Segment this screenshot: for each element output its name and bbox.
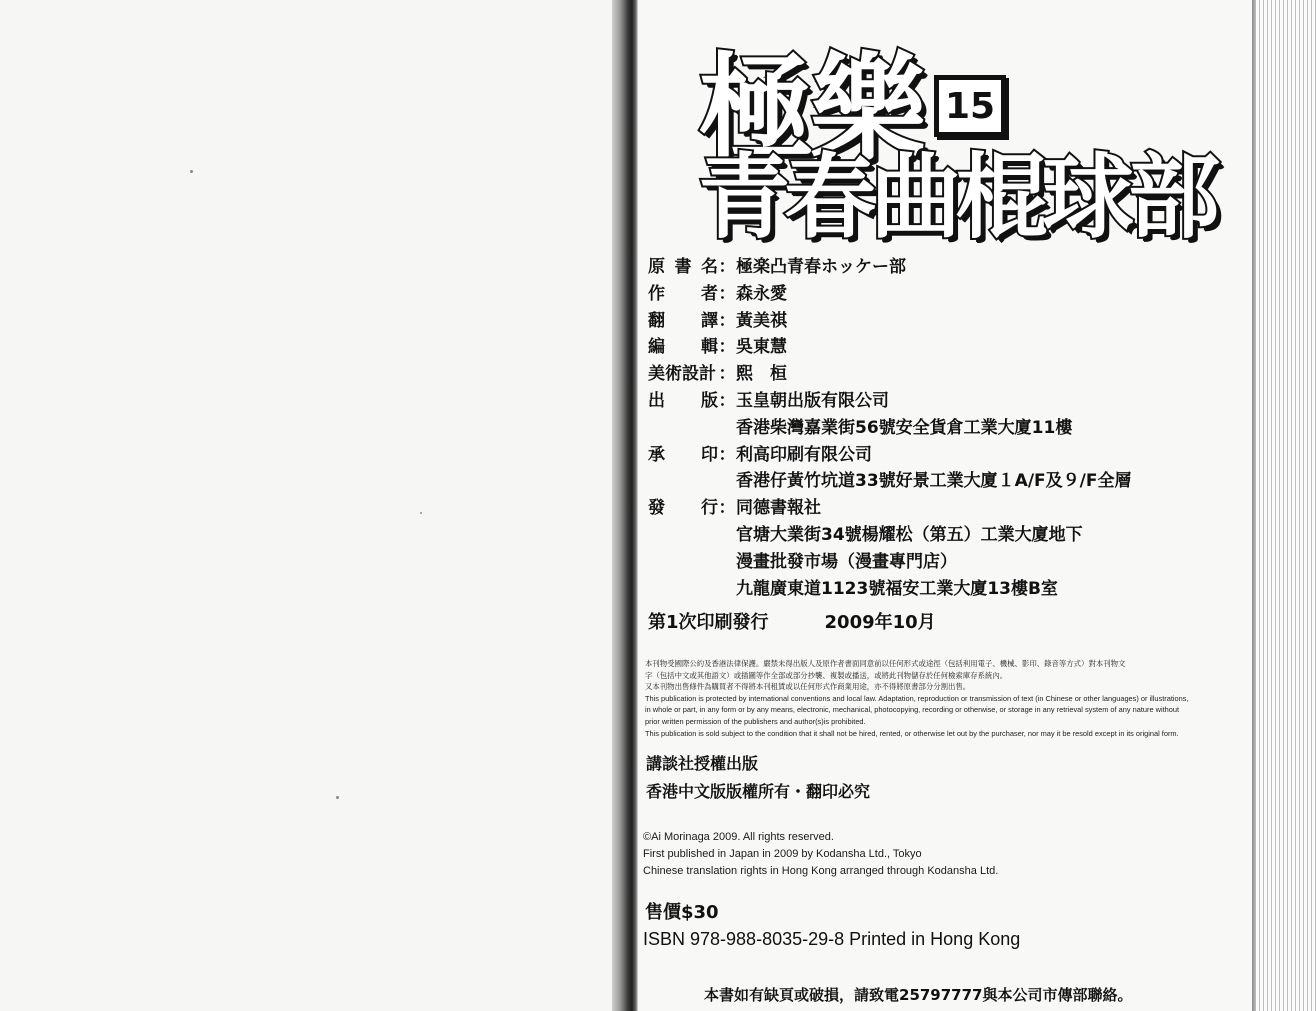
credit-row	[648, 254, 1208, 281]
credit-value: 九龍廣東道1123號福安工業大廈13樓B室	[736, 578, 1058, 599]
blank-left-page	[0, 0, 612, 1011]
credit-row	[648, 308, 1208, 335]
credit-value: 同德書報社	[736, 498, 821, 519]
copyright-block	[643, 829, 998, 880]
credit-colon: ：	[718, 310, 736, 331]
credit-label: 原 書 名	[648, 257, 718, 277]
credit-values	[736, 281, 1208, 308]
credit-value: 香港仔黃竹坑道33號好景工業大廈１A/F及９/F全層	[736, 471, 1132, 492]
credit-value: 漫畫批發市場（漫畫專門店）	[736, 551, 957, 572]
legal-line: This publication is sold subject to the condition that it shall not be hired, rented, or otherwise let out by the purchaser, nor may it be resold except in its original form.	[645, 728, 1179, 738]
defect-notice: 本書如有缺頁或破損，請致電25797777與本公司市傳部聯絡。	[704, 986, 1133, 1004]
paper-speck	[420, 512, 422, 514]
credit-label: 作 者	[648, 283, 718, 304]
credit-label: 翻 譯	[648, 310, 718, 331]
credit-row	[648, 442, 1208, 496]
volume-number-badge: 15	[934, 75, 1006, 137]
credit-label: 編 輯	[648, 337, 718, 358]
credit-colon: ：	[718, 364, 736, 385]
license-statement: 講談社授權出版	[646, 754, 759, 773]
stacked-page-edges	[1256, 0, 1316, 1011]
credit-value: 玉皇朝出版有限公司	[736, 390, 889, 411]
legal-line: prior written permission of the publishers and author(s)is prohibited.	[645, 716, 866, 726]
credit-label: 發 行	[648, 498, 718, 519]
credit-value: 吳東慧	[736, 337, 787, 358]
legal-notice	[645, 658, 1230, 739]
credit-colon: ：	[718, 337, 736, 358]
first-print-label: 第1次印刷發行	[648, 612, 769, 633]
copyright-line: Chinese translation rights in Hong Kong arranged through Kodansha Ltd.	[643, 865, 999, 877]
credit-values	[736, 334, 1208, 361]
legal-line: in whole or part, in any form or by any means, electronic, mechanical, photocopying, recording or otherwise, or storage in any retrieval system of any nature without	[645, 705, 1180, 715]
isbn: ISBN 978-988-8035-29-8 Printed in Hong Kong	[643, 929, 1021, 949]
credit-value: 官塘大業街34號楊耀松（第五）工業大廈地下	[736, 524, 1083, 545]
paper-speck	[336, 796, 339, 799]
title-logo-line2	[698, 140, 1215, 251]
credit-value: 利高印刷有限公司	[736, 444, 872, 465]
credit-value: 熙 桓	[736, 364, 787, 385]
book-spine-gutter	[612, 0, 638, 1011]
credit-label: 承 印	[648, 444, 718, 465]
credit-colon: ：	[718, 257, 736, 277]
credit-values	[736, 308, 1208, 335]
credit-values	[736, 442, 1208, 496]
credit-colon: ：	[718, 444, 736, 465]
title-logo-subtitle: 青春曲棍球部	[698, 144, 1215, 251]
credit-values	[736, 361, 1208, 388]
price: 售價$30	[645, 902, 719, 923]
credit-colon: ：	[718, 498, 736, 519]
first-print-edition	[648, 608, 936, 634]
title-logo-main: 極樂	[698, 41, 922, 177]
credit-row	[648, 361, 1208, 388]
authorization-block	[646, 750, 870, 806]
credits-list	[648, 254, 1208, 602]
copyright-line: First published in Japan in 2009 by Kodansha Ltd., Tokyo	[643, 848, 922, 860]
credit-label: 出 版	[648, 390, 718, 411]
legal-line: 本刊物受國際公約及香港法律保護。嚴禁未得出版人及原作者書面同意前以任何形式或途徑（包括利用電子、機械、影印、錄音等方式）對本刊物文	[645, 659, 1126, 668]
credit-value: 極楽凸青春ホッケー部	[736, 257, 906, 277]
credit-colon: ：	[718, 390, 736, 411]
legal-line: This publication is protected by international conventions and local law. Adaptation, reproduction or transmission of text (in Chinese or other languages) or illustrations,	[645, 693, 1189, 703]
legal-line: 字（包括中文或其他語文）或插圖等作全部或部分抄襲、複製或播送，或將此刊物儲存於任何檢索庫存系統內。	[645, 670, 1008, 680]
credit-row	[648, 281, 1208, 308]
credit-row	[648, 388, 1208, 442]
legal-line: 又本刊物出售條件為購買者不得將本刊租賃或以任何形式作商業用途，亦不得將原書部分分割出售。	[645, 682, 971, 692]
credit-value: 黃美祺	[736, 310, 787, 331]
credit-value: 森永愛	[736, 283, 787, 304]
credit-values	[736, 388, 1208, 442]
copyright-line: ©Ai Morinaga 2009. All rights reserved.	[643, 831, 834, 843]
credit-colon: ：	[718, 283, 736, 304]
rights-statement: 香港中文版版權所有・翻印必究	[646, 782, 871, 801]
credit-row	[648, 334, 1208, 361]
credit-row	[648, 495, 1208, 602]
credit-label: 美術設計	[648, 364, 716, 385]
first-print-date: 2009年10月	[824, 612, 936, 633]
credit-value: 香港柴灣嘉業街56號安全貨倉工業大廈11樓	[736, 417, 1073, 438]
credit-values	[736, 254, 1208, 281]
paper-speck	[190, 170, 193, 173]
credit-values	[736, 495, 1208, 602]
